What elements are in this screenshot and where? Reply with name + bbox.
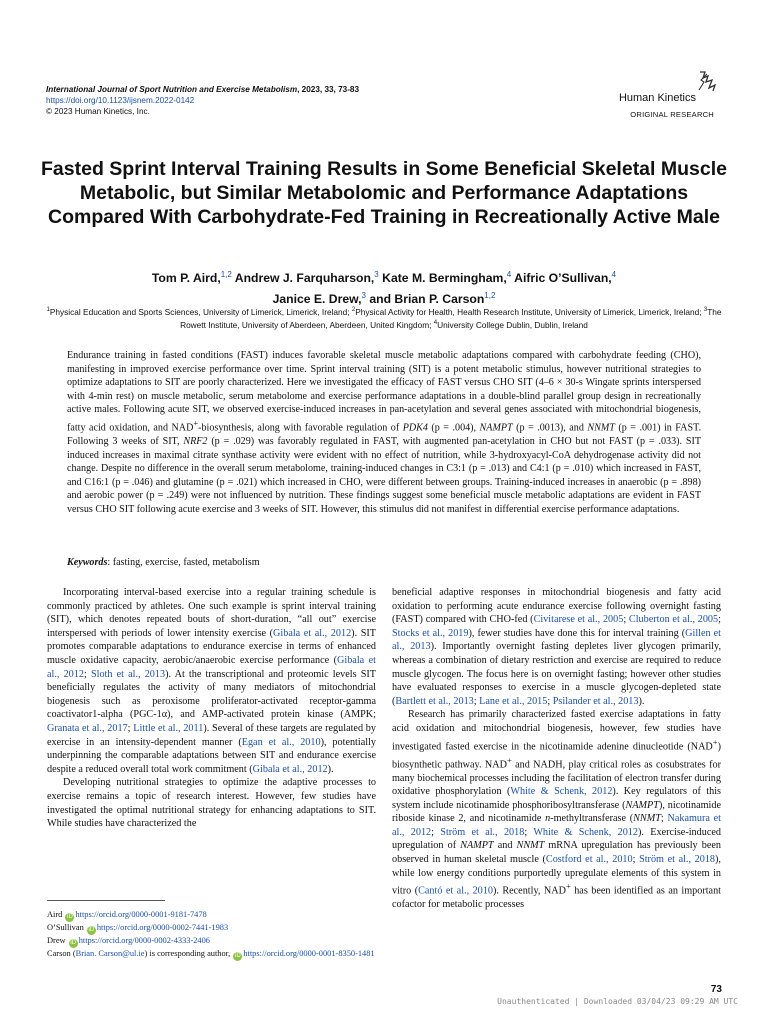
gene-name: NNMT bbox=[633, 813, 661, 825]
author-affiliation[interactable]: 3 bbox=[374, 270, 379, 279]
body-text: ). Exercise-induced upregulation of bbox=[392, 826, 721, 852]
citation-link[interactable]: Granata et al., 2017 bbox=[47, 722, 128, 734]
citation-link[interactable]: Gibala et al., 2012 bbox=[273, 627, 352, 639]
author: Tom P. Aird, bbox=[151, 271, 221, 286]
body-text: ) biosynthetic pathway. NAD bbox=[392, 740, 721, 770]
footnote-text: ) is corresponding author, bbox=[144, 949, 233, 958]
footnote-author: Aird bbox=[47, 910, 65, 919]
affiliations bbox=[40, 305, 728, 331]
affiliation-marker: 2 bbox=[351, 307, 356, 313]
body-text: Research has primarily characterized fasted exercise adaptations in fatty acid oxidation and mitochondrial biogenesis, however, few studies have investigated fasted exercise in the nicotinamide adenine dinucleotide (NAD bbox=[392, 709, 721, 752]
download-stamp: Unauthenticated | Downloaded 03/04/23 09:29 AM UTC bbox=[497, 997, 738, 1006]
affiliation-text: Physical Activity for Health, Health Research Institute, University of Limerick, Limerick, Ireland; bbox=[355, 306, 704, 317]
footnotes bbox=[47, 909, 377, 961]
citation-link[interactable]: White & Schenk, 2012 bbox=[510, 786, 613, 798]
abstract bbox=[67, 349, 701, 516]
citation-link[interactable]: Ström et al., 2018 bbox=[639, 854, 716, 866]
citation-link[interactable]: Gillen et al., 2013 bbox=[392, 627, 722, 653]
affiliation-marker: 1 bbox=[46, 307, 50, 313]
affiliation-marker: 3 bbox=[703, 307, 708, 313]
body-text: ; bbox=[623, 614, 629, 626]
page-number: 73 bbox=[710, 984, 722, 995]
affiliation-text: University College Dublin, Dublin, Ireland bbox=[437, 319, 588, 330]
journal-citation: , 2023, 33, 73-83 bbox=[297, 85, 360, 94]
orcid-icon: iD bbox=[88, 927, 95, 933]
abstract-text: -biosynthesis, along with favorable regulation of bbox=[198, 422, 403, 434]
gene-name: NAMPT bbox=[625, 799, 659, 811]
abstract-text: (p = .004), bbox=[427, 422, 480, 434]
gene-name: NNMT bbox=[587, 422, 615, 434]
citation-link[interactable]: Bartlett et al., 2013 bbox=[395, 695, 474, 707]
body-text: beneficial adaptive responses in mitochondrial biogenesis and fatty acid oxidation to performing acute endurance exercise following overnight fasting (FAST) compared with CHO-fed ( bbox=[392, 587, 721, 626]
keywords bbox=[67, 557, 260, 568]
body-text: ; bbox=[83, 668, 91, 680]
paragraph: Developing nutritional strategies to optimize the adaptive processes to exercise remains a topic of research interest. However, few studies have investigated the optimal nutritional strategy for enhancing adaptations to SIT. While studies have characterized the bbox=[47, 777, 376, 830]
superscript: + bbox=[506, 754, 512, 765]
body-text: ), while low energy conditions purportedly upregulate elements of this system in vitro ( bbox=[392, 854, 721, 897]
footnote-divider bbox=[47, 900, 165, 901]
human-kinetics-logo-icon bbox=[696, 70, 718, 92]
gene-name: NAMPT bbox=[460, 840, 494, 852]
orcid-footnote bbox=[47, 922, 377, 935]
citation-link[interactable]: Psilander et al., 2013 bbox=[552, 695, 639, 707]
author-affiliation[interactable]: 3 bbox=[361, 291, 366, 301]
body-text: ), potentially underpinning the comparable adaptations between SIT and endurance exercise despite a reduced overall total work commitment ( bbox=[47, 736, 376, 775]
doi-link[interactable]: https://doi.org/10.1123/ijsnem.2022-0142 bbox=[46, 96, 195, 105]
superscript: + bbox=[193, 418, 199, 428]
body-text: ). Several of these targets are regulated by exercise in an intensity-dependent manner ( bbox=[47, 722, 376, 748]
body-text: mRNA upregulation has previously been observed in human skeletal muscle ( bbox=[392, 840, 721, 866]
citation-link[interactable]: Little et al., 2011 bbox=[133, 722, 204, 734]
author: Kate M. Bermingham, bbox=[382, 271, 507, 286]
gene-name: NRF2 bbox=[183, 435, 208, 447]
author: and Brian P. Carson bbox=[369, 292, 485, 307]
publisher-block bbox=[578, 70, 718, 122]
citation-link[interactable]: Stocks et al., 2019 bbox=[392, 627, 469, 639]
author: Andrew J. Farquharson, bbox=[234, 271, 375, 286]
abstract-text: (p = .0013), and bbox=[512, 422, 588, 434]
footnote-author: Drew bbox=[47, 936, 68, 945]
author: Janice E. Drew, bbox=[272, 292, 362, 307]
email-link[interactable]: Brian. Carson@ul.ie bbox=[75, 949, 145, 958]
author-affiliation[interactable]: 1,2 bbox=[220, 270, 232, 279]
body-column-left bbox=[47, 586, 376, 831]
abstract-text: Endurance training in fasted conditions (FAST) induces favorable skeletal muscle metabolic adaptations compared with carbohydrate feeding (CHO), manifesting in improved exercise performance over time. Sprint interval training (SIT) is a potent metabolic stimulus, however nutritional strategies to optimize adaptations to SIT are poorly characterized. Here we investigated the efficacy of FAST versus CHO SIT (4–6 × 30-s Wingate sprints interspersed with 4-min rest) on muscle metabolic, serum metabolome and exercise performance adaptations in a double-blind parallel group design in recreationally active males. Following acute SIT, we observed exercise-induced increases in pan-acetylation and several genes associated with mitochondrial biogenesis, fatty acid oxidation, and NAD bbox=[67, 350, 701, 434]
body-text: ; bbox=[632, 854, 640, 866]
body-text: ). Importantly overnight fasting depletes liver glycogen primarily, whereas a combination of dietary restriction and exercise are required to reduce muscle glycogen. The focus here is on overnight fasting; however other studies have evaluated responses to exercise in a muscle glycogen-depleted state ( bbox=[392, 641, 721, 707]
orcid-icon: iD bbox=[70, 940, 77, 946]
orcid-link[interactable]: https://orcid.org/0000-0002-4333-2406 bbox=[78, 936, 210, 945]
body-text: ). Key regulators of this system include nicotinamide phosphoribosyltransferase ( bbox=[392, 786, 721, 811]
body-text: and bbox=[493, 840, 517, 852]
copyright: © 2023 Human Kinetics, Inc. bbox=[46, 107, 150, 116]
orcid-icon: iD bbox=[234, 953, 241, 959]
body-text: ; bbox=[524, 826, 534, 838]
orcid-link[interactable]: https://orcid.org/0000-0001-8350-1481 bbox=[243, 949, 375, 958]
body-text: ). SIT promotes comparable adaptations to endurance exercise in terms of enhanced muscle oxidative capacity, aerobic/anaerobic exercise performance ( bbox=[47, 627, 376, 666]
article-type: ORIGINAL RESEARCH bbox=[630, 110, 714, 119]
abstract-text: (p = .001) in FAST. Following 3 weeks of SIT, bbox=[67, 422, 702, 447]
body-text: ; bbox=[547, 695, 553, 707]
author-affiliation[interactable]: 4 bbox=[506, 270, 512, 279]
superscript: + bbox=[712, 736, 718, 747]
publisher-name: Human Kinetics bbox=[618, 92, 696, 104]
affiliation-marker: 4 bbox=[433, 319, 438, 326]
citation-link[interactable]: Cantó et al., 2010 bbox=[418, 885, 493, 897]
keywords-text: : fasting, exercise, fasted, metabolism bbox=[107, 557, 260, 568]
orcid-icon: iD bbox=[67, 914, 73, 920]
body-text: ; bbox=[127, 722, 134, 734]
corresponding-author-footnote bbox=[47, 948, 377, 961]
author-affiliation[interactable]: 1,2 bbox=[484, 291, 496, 301]
body-text: ; bbox=[473, 695, 480, 707]
author-list bbox=[40, 266, 728, 308]
gene-name: PDK4 bbox=[402, 422, 428, 434]
affiliation-text: The Rowett Institute, University of Aberdeen, Aberdeen, United Kingdom; bbox=[180, 306, 722, 330]
citation-link[interactable]: Civitarese et al., 2005 bbox=[533, 614, 624, 626]
footnote-text: Carson ( bbox=[47, 949, 76, 958]
paragraph bbox=[47, 586, 376, 776]
body-text: ). bbox=[327, 763, 334, 775]
gene-name: NNMT bbox=[516, 840, 545, 852]
citation-link[interactable]: White & Schenk, 2012 bbox=[533, 826, 638, 838]
body-text: ; bbox=[660, 813, 668, 825]
citation-link[interactable]: Lane et al., 2015 bbox=[479, 695, 548, 707]
citation-link[interactable]: Cluberton et al., 2005 bbox=[628, 614, 719, 626]
body-text: ). Recently, NAD bbox=[492, 885, 566, 897]
body-column-right bbox=[392, 586, 721, 912]
orcid-footnote bbox=[47, 935, 377, 948]
body-text: ). At the transcriptional and proteomic levels SIT beneficially regulates the activity of many mediators of mitochondrial biogenesis such as peroxisome proliferator-activated receptor-gamma coactivator1-alpha (PGC-1α), and AMP-activated protein kinase (AMPK; bbox=[47, 668, 376, 721]
paragraph bbox=[392, 708, 721, 911]
citation-link[interactable]: Gibala et al., 2012 bbox=[252, 763, 328, 775]
author-affiliation[interactable]: 4 bbox=[611, 270, 617, 279]
author: Aifric O’Sullivan, bbox=[514, 271, 612, 286]
gene-name: NAMPT bbox=[479, 422, 513, 434]
body-text: ), fewer studies have done this for interval training ( bbox=[468, 627, 686, 639]
body-text: and NADH, play critical roles as cosubstrates for many biochemical processes including the facilitation of electron transfer during oxidative phosphorylation ( bbox=[392, 758, 721, 798]
journal-name: International Journal of Sport Nutrition and Exercise Metabolism bbox=[46, 85, 298, 94]
citation-link[interactable]: Egan et al., 2010 bbox=[241, 736, 321, 748]
orcid-link[interactable]: https://orcid.org/0000-0001-9181-7478 bbox=[75, 910, 207, 919]
body-text: -methyltransferase ( bbox=[550, 813, 634, 825]
orcid-link[interactable]: https://orcid.org/0000-0002-7441-1983 bbox=[96, 923, 229, 932]
citation-link[interactable]: Ström et al., 2018 bbox=[440, 826, 525, 838]
superscript: + bbox=[565, 881, 571, 892]
footnote-author: O’Sullivan bbox=[47, 923, 86, 932]
body-text: Incorporating interval-based exercise into a regular training schedule is commonly practiced by athletes. One such example is sprint interval training (SIT), which denotes repeated bouts of short-duration, “all out” exercise interspersed with periods of lower intensity exercise ( bbox=[47, 587, 376, 639]
citation-link[interactable]: Costford et al., 2010 bbox=[545, 854, 633, 866]
affiliation-text: Physical Education and Sports Sciences, University of Limerick, Limerick, Ireland; bbox=[49, 306, 352, 317]
journal-header bbox=[46, 84, 359, 117]
body-text: ), nicotinamide riboside kinase 2, and nicotinamide bbox=[392, 799, 721, 825]
body-text: ; bbox=[718, 614, 721, 626]
paper-title: Fasted Sprint Interval Training Results in Some Beneficial Skeletal Muscle Metabolic, but Similar Metabolomic and Performance Adaptations Compared With Carbohydrate-Fed Training in Recreationally Active Male bbox=[41, 158, 727, 228]
citation-link[interactable]: Sloth et al., 2013 bbox=[90, 668, 166, 680]
body-text: has been identified as an important cofactor for metabolic processes bbox=[392, 885, 721, 911]
gene-name: n bbox=[545, 813, 551, 825]
abstract-text: (p = .029) was favorably regulated in FAST, with augmented pan-acetylation in CHO but not FAST (p = .033). SIT induced increases in maximal citrate synthase activity were evident with no effect of nutrition, while 3-hydroxyacyl-CoA dehydrogenase activity did not change. Despite no difference in the overall serum metabolome, training-induced changes in C3:1 (p = .013) and C4:1 (p = .010) which increased in FAST, and C16:1 (p = .046) and glutamine (p = .021) which increased in CHO, were different between groups. Training-induced increases in anaerobic (p = .898) and aerobic power (p = .249) were not influenced by nutrition. These findings suggest some beneficial muscle metabolic adaptations are evident in FAST versus CHO SIT following acute exercise and 3 weeks of SIT. However, this stimulus did not manifest in differential exercise performance adaptations. bbox=[67, 435, 701, 515]
orcid-footnote bbox=[47, 909, 377, 922]
keywords-label: Keywords bbox=[67, 557, 108, 568]
citation-link[interactable]: Gibala et al., 2012 bbox=[47, 654, 376, 680]
body-text: ). bbox=[638, 695, 645, 707]
citation-link[interactable]: Nakamura et al., 2012 bbox=[392, 813, 721, 838]
body-text: ; bbox=[431, 826, 441, 838]
paragraph bbox=[392, 586, 721, 708]
